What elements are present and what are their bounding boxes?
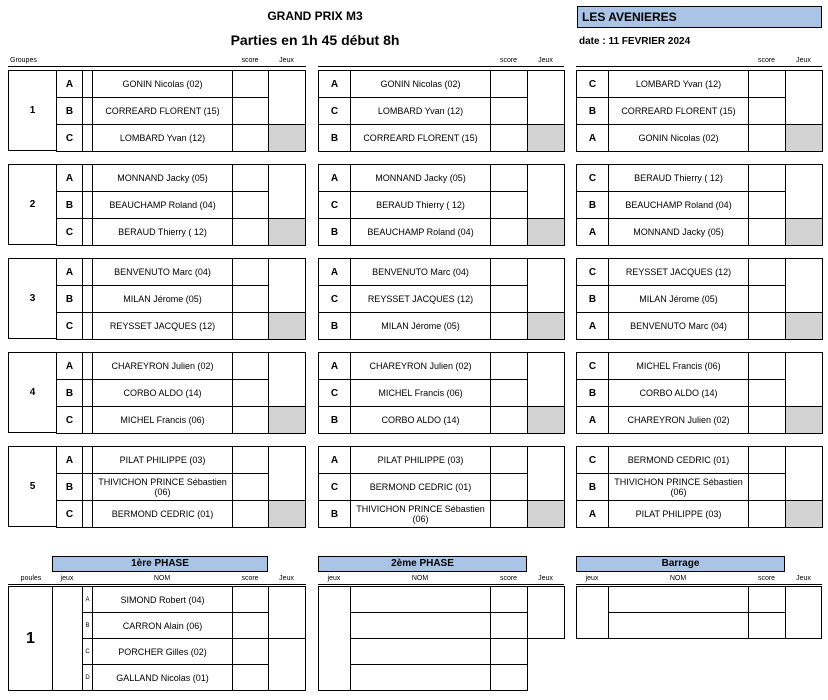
player-name: BERMOND CEDRIC (01) (92, 500, 233, 528)
jeux-small-header: jeux (327, 575, 341, 582)
player-name: CORBO ALDO (14) (92, 379, 233, 407)
player-name: CORREARD FLORENT (15) (350, 124, 491, 152)
score-input[interactable] (490, 218, 528, 246)
player-slot-letter: A (56, 164, 83, 192)
score-input[interactable] (748, 97, 786, 125)
player-name: BEAUCHAMP Roland (04) (608, 191, 749, 219)
player-slot-letter: C (576, 352, 609, 380)
player-name: PILAT PHILIPPE (03) (92, 446, 233, 474)
score-input[interactable] (232, 473, 269, 501)
player-slot-letter: B (576, 97, 609, 125)
jeux-blocked (268, 406, 306, 434)
player-slot-letter: A (318, 70, 351, 98)
jeux-input[interactable] (527, 352, 565, 407)
jeux-blocked (268, 312, 306, 340)
score-input[interactable] (748, 258, 786, 286)
jeux-input[interactable] (785, 70, 823, 125)
jeux-input[interactable] (268, 352, 306, 407)
score-input[interactable] (490, 164, 528, 192)
score-input[interactable] (232, 612, 269, 639)
poule-slot-letter: A (82, 586, 93, 613)
jeux-blocked (785, 312, 823, 340)
nom-header: NOM (153, 575, 171, 582)
score-input[interactable] (490, 379, 528, 407)
jeux-input[interactable] (527, 164, 565, 219)
jeux-input[interactable] (268, 638, 306, 691)
jeux-header: Jeux (538, 57, 553, 64)
score-input[interactable] (748, 612, 786, 639)
player-name: THIVICHON PRINCE Sébastien (06) (92, 473, 233, 501)
jeux-column[interactable] (52, 586, 83, 691)
jeux-blocked (527, 124, 565, 152)
player-name: MONNAND Jacky (05) (92, 164, 233, 192)
player-slot-letter: A (318, 352, 351, 380)
player-slot-letter: A (576, 312, 609, 340)
jeux-header: Jeux (796, 57, 811, 64)
jeux-small-header: jeux (585, 575, 599, 582)
player-slot-letter: B (318, 406, 351, 434)
player-slot-letter: B (318, 312, 351, 340)
player-slot-letter: B (576, 191, 609, 219)
player-slot-letter: A (576, 124, 609, 152)
player-name: GONIN Nicolas (02) (92, 70, 233, 98)
player-name: CORBO ALDO (14) (350, 406, 491, 434)
score-input[interactable] (490, 500, 528, 528)
player-name: LOMBARD Yvan (12) (350, 97, 491, 125)
score-input[interactable] (232, 586, 269, 613)
jeux-blocked (268, 218, 306, 246)
player-name: CORREARD FLORENT (15) (92, 97, 233, 125)
player-name: BEAUCHAMP Roland (04) (350, 218, 491, 246)
score-input[interactable] (748, 218, 786, 246)
score-input[interactable] (748, 586, 786, 613)
jeux-input[interactable] (527, 70, 565, 125)
score-input[interactable] (232, 406, 269, 434)
header-line (576, 66, 822, 67)
score-input[interactable] (490, 312, 528, 340)
score-input[interactable] (748, 285, 786, 313)
player-name: BERMOND CEDRIC (01) (608, 446, 749, 474)
score-input[interactable] (232, 285, 269, 313)
score-input[interactable] (748, 124, 786, 152)
phase2-name-cell[interactable] (350, 664, 491, 691)
score-input[interactable] (232, 258, 269, 286)
score-header: score (241, 57, 259, 64)
player-name: BENVENUTO Marc (04) (92, 258, 233, 286)
player-slot-letter: C (318, 285, 351, 313)
player-slot-letter: B (56, 473, 83, 501)
score-input[interactable] (232, 124, 269, 152)
player-slot-letter: B (318, 124, 351, 152)
score-input[interactable] (232, 379, 269, 407)
score-input[interactable] (232, 664, 269, 691)
poule-player-name: CARRON Alain (06) (92, 612, 233, 639)
player-name: BERMOND CEDRIC (01) (350, 473, 491, 501)
player-name: BERAUD Thierry ( 12) (350, 191, 491, 219)
jeux-input[interactable] (785, 352, 823, 407)
score-input[interactable] (490, 70, 528, 98)
poule-player-name: GALLAND Nicolas (01) (92, 664, 233, 691)
player-name: MILAN Jérome (05) (608, 285, 749, 313)
score-input[interactable] (490, 473, 528, 501)
jeux-column[interactable] (576, 586, 609, 639)
player-name: THIVICHON PRINCE Sébastien (06) (608, 473, 749, 501)
player-name: CHAREYRON Julien (02) (608, 406, 749, 434)
score-input[interactable] (490, 664, 528, 691)
score-header: score (757, 575, 776, 582)
phase1-header: 1ère PHASE (52, 556, 268, 572)
score-input[interactable] (748, 379, 786, 407)
score-input[interactable] (748, 191, 786, 219)
jeux-blocked (268, 124, 306, 152)
score-input[interactable] (490, 446, 528, 474)
jeux-blocked (785, 218, 823, 246)
jeux-input[interactable] (785, 258, 823, 313)
player-slot-letter: B (318, 500, 351, 528)
jeux-input[interactable] (527, 258, 565, 313)
barrage-name-cell[interactable] (608, 586, 749, 613)
score-input[interactable] (232, 70, 269, 98)
player-slot-letter: C (56, 124, 83, 152)
jeux-blocked (785, 406, 823, 434)
groupes-header: Groupes (10, 57, 37, 64)
score-input[interactable] (232, 352, 269, 380)
score-input[interactable] (748, 312, 786, 340)
player-name: LOMBARD Yvan (12) (92, 124, 233, 152)
jeux-header: Jeux (538, 575, 553, 582)
player-name: BEAUCHAMP Roland (04) (92, 191, 233, 219)
score-input[interactable] (232, 500, 269, 528)
player-name: BENVENUTO Marc (04) (608, 312, 749, 340)
score-input[interactable] (748, 446, 786, 474)
player-name: MONNAND Jacky (05) (608, 218, 749, 246)
player-slot-letter: A (56, 446, 83, 474)
player-name: BERAUD Thierry ( 12) (608, 164, 749, 192)
jeux-input[interactable] (527, 586, 565, 639)
barrage-name-cell[interactable] (608, 612, 749, 639)
poule-slot-letter: B (82, 612, 93, 639)
player-slot-letter: A (56, 352, 83, 380)
jeux-blocked (268, 500, 306, 528)
score-input[interactable] (490, 258, 528, 286)
player-name: LOMBARD Yvan (12) (608, 70, 749, 98)
score-input[interactable] (490, 586, 528, 613)
jeux-input[interactable] (268, 586, 306, 639)
score-input[interactable] (748, 406, 786, 434)
player-name: CHAREYRON Julien (02) (350, 352, 491, 380)
player-name: CHAREYRON Julien (02) (92, 352, 233, 380)
nom-header: NOM (669, 575, 687, 582)
header-line (8, 66, 306, 67)
player-slot-letter: C (56, 312, 83, 340)
player-slot-letter: A (576, 500, 609, 528)
player-slot-letter: A (576, 406, 609, 434)
phase2-header: 2ème PHASE (318, 556, 527, 572)
score-input[interactable] (490, 191, 528, 219)
group-number: 5 (8, 446, 57, 527)
jeux-input[interactable] (785, 164, 823, 219)
group-number: 2 (8, 164, 57, 245)
jeux-header: Jeux (279, 575, 294, 582)
player-slot-letter: C (576, 446, 609, 474)
score-input[interactable] (748, 70, 786, 98)
poule-slot-letter: D (82, 664, 93, 691)
header-line (318, 584, 564, 585)
score-input[interactable] (490, 638, 528, 665)
player-slot-letter: B (56, 97, 83, 125)
score-input[interactable] (232, 218, 269, 246)
score-input[interactable] (748, 500, 786, 528)
score-header: score (499, 57, 518, 64)
player-slot-letter: C (56, 218, 83, 246)
header-line (576, 584, 822, 585)
player-slot-letter: A (318, 164, 351, 192)
jeux-blocked (527, 500, 565, 528)
nom-header: NOM (411, 575, 429, 582)
barrage-header: Barrage (576, 556, 785, 572)
score-header: score (241, 575, 259, 582)
score-input[interactable] (748, 352, 786, 380)
jeux-input[interactable] (268, 164, 306, 219)
player-name: BERAUD Thierry ( 12) (92, 218, 233, 246)
score-input[interactable] (232, 312, 269, 340)
player-name: CORREARD FLORENT (15) (608, 97, 749, 125)
player-name: BENVENUTO Marc (04) (350, 258, 491, 286)
jeux-blocked (527, 406, 565, 434)
jeux-input[interactable] (268, 70, 306, 125)
player-slot-letter: C (56, 406, 83, 434)
schedule-subtitle: Parties en 1h 45 début 8h (230, 32, 400, 48)
score-input[interactable] (232, 191, 269, 219)
player-slot-letter: C (56, 500, 83, 528)
score-input[interactable] (748, 473, 786, 501)
player-name: THIVICHON PRINCE Sébastien (06) (350, 500, 491, 528)
player-name: REYSSET JACQUES (12) (350, 285, 491, 313)
score-input[interactable] (490, 406, 528, 434)
player-slot-letter: B (56, 191, 83, 219)
poule-slot-letter: C (82, 638, 93, 665)
player-slot-letter: B (318, 218, 351, 246)
jeux-input[interactable] (268, 446, 306, 501)
tournament-title: GRAND PRIX M3 (267, 9, 363, 23)
player-slot-letter: B (56, 379, 83, 407)
player-slot-letter: B (576, 473, 609, 501)
poule-player-name: SIMOND Robert (04) (92, 586, 233, 613)
score-input[interactable] (490, 352, 528, 380)
player-slot-letter: C (318, 379, 351, 407)
jeux-header: Jeux (279, 57, 294, 64)
player-name: MILAN Jérome (05) (350, 312, 491, 340)
player-name: GONIN Nicolas (02) (350, 70, 491, 98)
player-slot-letter: B (56, 285, 83, 313)
jeux-column[interactable] (318, 586, 351, 691)
header-line (318, 66, 564, 67)
event-date: date : 11 FEVRIER 2024 (579, 36, 691, 47)
player-name: PILAT PHILIPPE (03) (350, 446, 491, 474)
jeux-blocked (527, 312, 565, 340)
player-slot-letter: A (318, 258, 351, 286)
player-slot-letter: B (576, 285, 609, 313)
jeux-input[interactable] (527, 446, 565, 501)
jeux-header: Jeux (796, 575, 811, 582)
score-input[interactable] (748, 164, 786, 192)
player-name: MICHEL Francis (06) (608, 352, 749, 380)
jeux-input[interactable] (268, 258, 306, 313)
jeux-input[interactable] (785, 446, 823, 501)
jeux-blocked (785, 124, 823, 152)
player-slot-letter: A (56, 258, 83, 286)
player-slot-letter: A (56, 70, 83, 98)
score-input[interactable] (232, 638, 269, 665)
venue-label: LES AVENIERES (577, 6, 822, 28)
score-input[interactable] (490, 612, 528, 639)
player-name: MONNAND Jacky (05) (350, 164, 491, 192)
phase2-name-cell[interactable] (350, 638, 491, 665)
player-slot-letter: A (576, 218, 609, 246)
poules-header: poules (20, 575, 42, 582)
player-slot-letter: C (576, 258, 609, 286)
player-name: MICHEL Francis (06) (350, 379, 491, 407)
player-name: MICHEL Francis (06) (92, 406, 233, 434)
jeux-input[interactable] (785, 586, 822, 639)
phase2-name-cell[interactable] (350, 612, 491, 639)
score-header: score (499, 575, 518, 582)
player-slot-letter: C (318, 473, 351, 501)
player-name: CORBO ALDO (14) (608, 379, 749, 407)
poule-number: 1 (8, 586, 53, 691)
player-name: PILAT PHILIPPE (03) (608, 500, 749, 528)
player-slot-letter: C (576, 70, 609, 98)
score-input[interactable] (232, 97, 269, 125)
score-input[interactable] (490, 124, 528, 152)
player-name: MILAN Jérome (05) (92, 285, 233, 313)
poule-player-name: PORCHER Gilles (02) (92, 638, 233, 665)
score-input[interactable] (490, 285, 528, 313)
group-number: 1 (8, 70, 57, 151)
player-slot-letter: A (318, 446, 351, 474)
player-slot-letter: C (318, 97, 351, 125)
player-name: GONIN Nicolas (02) (608, 124, 749, 152)
score-input[interactable] (232, 164, 269, 192)
phase2-name-cell[interactable] (350, 586, 491, 613)
group-number: 4 (8, 352, 57, 433)
player-slot-letter: C (576, 164, 609, 192)
score-input[interactable] (232, 446, 269, 474)
jeux-blocked (527, 218, 565, 246)
score-input[interactable] (490, 97, 528, 125)
jeux-blocked (785, 500, 823, 528)
group-number: 3 (8, 258, 57, 339)
player-slot-letter: C (318, 191, 351, 219)
player-name: REYSSET JACQUES (12) (608, 258, 749, 286)
jeux-small-header: jeux (60, 575, 74, 582)
header-line (8, 584, 306, 585)
player-name: REYSSET JACQUES (12) (92, 312, 233, 340)
score-header: score (757, 57, 776, 64)
player-slot-letter: B (576, 379, 609, 407)
